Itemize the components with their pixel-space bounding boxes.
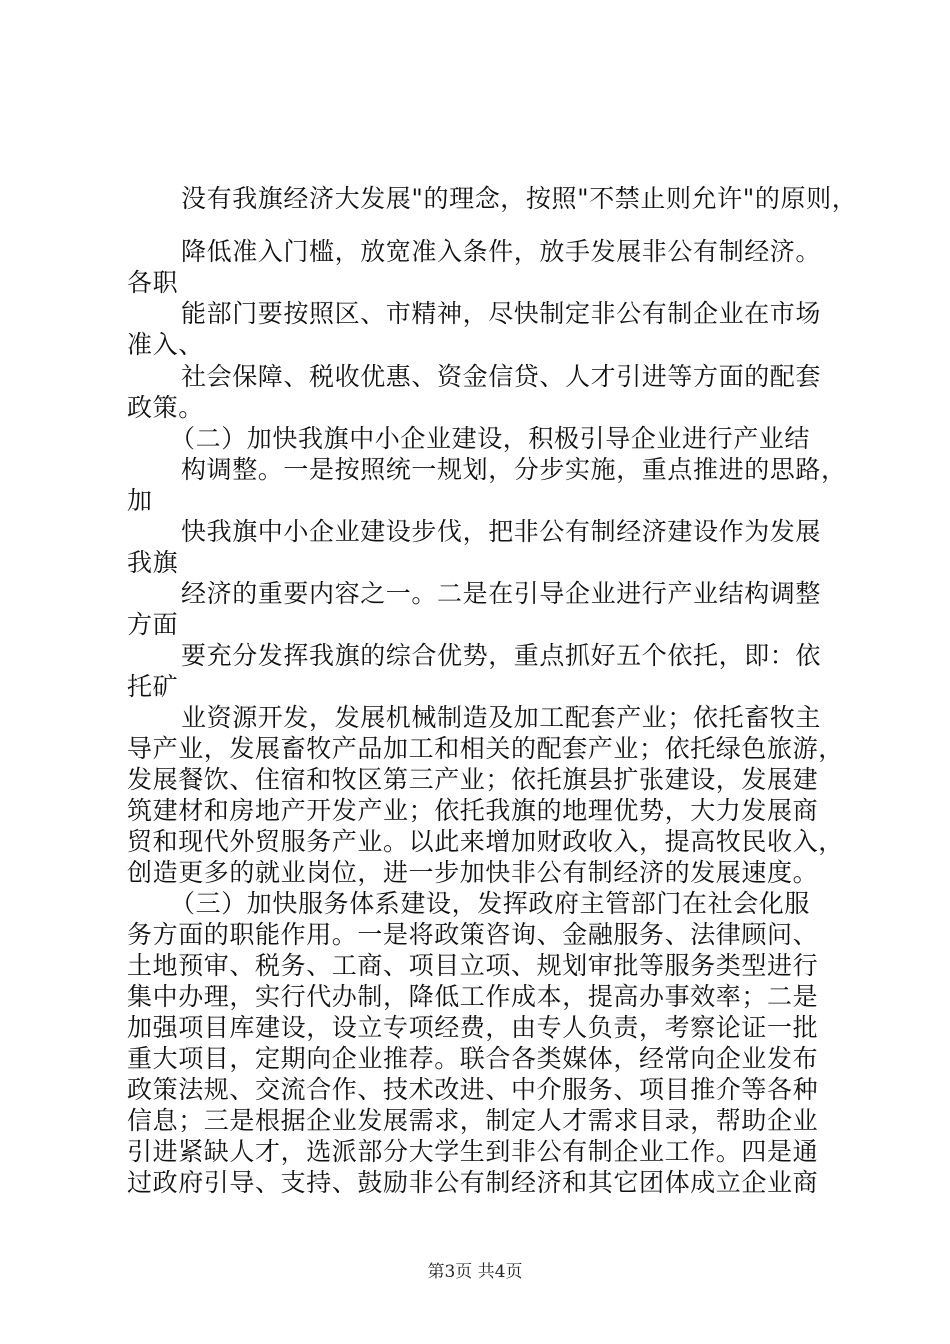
text-line-4: 能部门要按照区、市精神，尽快制定非公有制企业在市场 (181, 299, 822, 328)
text-line-28: 重大项目，定期向企业推荐。联合各类媒体，经常向企业发布 (127, 1044, 819, 1073)
text-line-11: 快我旗中小企业建设步伐，把非公有制经济建设作为发展 (181, 517, 822, 546)
text-line-15: 要充分发挥我旗的综合优势，重点抓好五个依托，即：依 (181, 641, 822, 670)
text-line-23: （三）加快服务体系建设，发挥政府主管部门在社会化服 (170, 889, 811, 918)
text-line-29: 政策法规、交流合作、技术改进、中介服务、项目推介等各种 (127, 1075, 819, 1104)
text-line-30: 信息；三是根据企业发展需求，制定人才需求目录，帮助企业 (127, 1106, 819, 1135)
text-line-18: 导产业，发展畜牧产品加工和相关的配套产业；依托绿色旅游， (127, 734, 844, 763)
text-line-25: 土地预审、税务、工商、项目立项、规划审批等服务类型进行 (127, 951, 819, 980)
text-line-31: 引进紧缺人才，选派部分大学生到非公有制企业工作。四是通 (127, 1137, 819, 1166)
text-line-5: 准入、 (127, 330, 204, 359)
page-number: 第3页 共4页 (427, 1262, 523, 1282)
text-line-7: 政策。 (127, 393, 204, 422)
text-line-20: 筑建材和房地产开发产业；依托我旗的地理优势，大力发展商 (127, 796, 819, 825)
text-line-14: 方面 (127, 610, 179, 639)
text-line-10: 加 (127, 486, 153, 515)
text-line-27: 加强项目库建设，设立专项经费，由专人负责，考察论证一批 (127, 1013, 819, 1042)
text-line-17: 业资源开发，发展机械制造及加工配套产业；依托畜牧主 (181, 703, 822, 732)
text-line-1: 没有我旗经济大发展"的理念，按照"不禁止则允许"的原则， (181, 184, 858, 213)
text-line-21: 贸和现代外贸服务产业。以此来增加财政收入，提高牧民收入， (127, 827, 844, 856)
text-line-22: 创造更多的就业岗位，进一步加快非公有制经济的发展速度。 (127, 858, 819, 887)
text-line-13: 经济的重要内容之一。二是在引导企业进行产业结构调整 (181, 579, 822, 608)
text-line-6: 社会保障、税收优惠、资金信贷、人才引进等方面的配套 (181, 362, 822, 391)
text-line-24: 务方面的职能作用。一是将政策咨询、金融服务、法律顾问、 (127, 920, 819, 949)
text-line-32: 过政府引导、支持、鼓励非公有制经济和其它团体成立企业商 (127, 1168, 819, 1197)
text-line-3: 各职 (127, 268, 179, 297)
text-line-12: 我旗 (127, 548, 179, 577)
text-line-9: 构调整。一是按照统一规划，分步实施，重点推进的思路， (181, 455, 847, 484)
text-line-8: （二）加快我旗中小企业建设，积极引导企业进行产业结 (170, 424, 811, 453)
text-line-2: 降低准入门槛，放宽准入条件，放手发展非公有制经济。 (181, 237, 822, 266)
text-line-26: 集中办理，实行代办制，降低工作成本，提高办事效率；二是 (127, 982, 819, 1011)
text-line-16: 托矿 (127, 672, 179, 701)
text-line-19: 发展餐饮、住宿和牧区第三产业；依托旗县扩张建设，发展建 (127, 765, 819, 794)
